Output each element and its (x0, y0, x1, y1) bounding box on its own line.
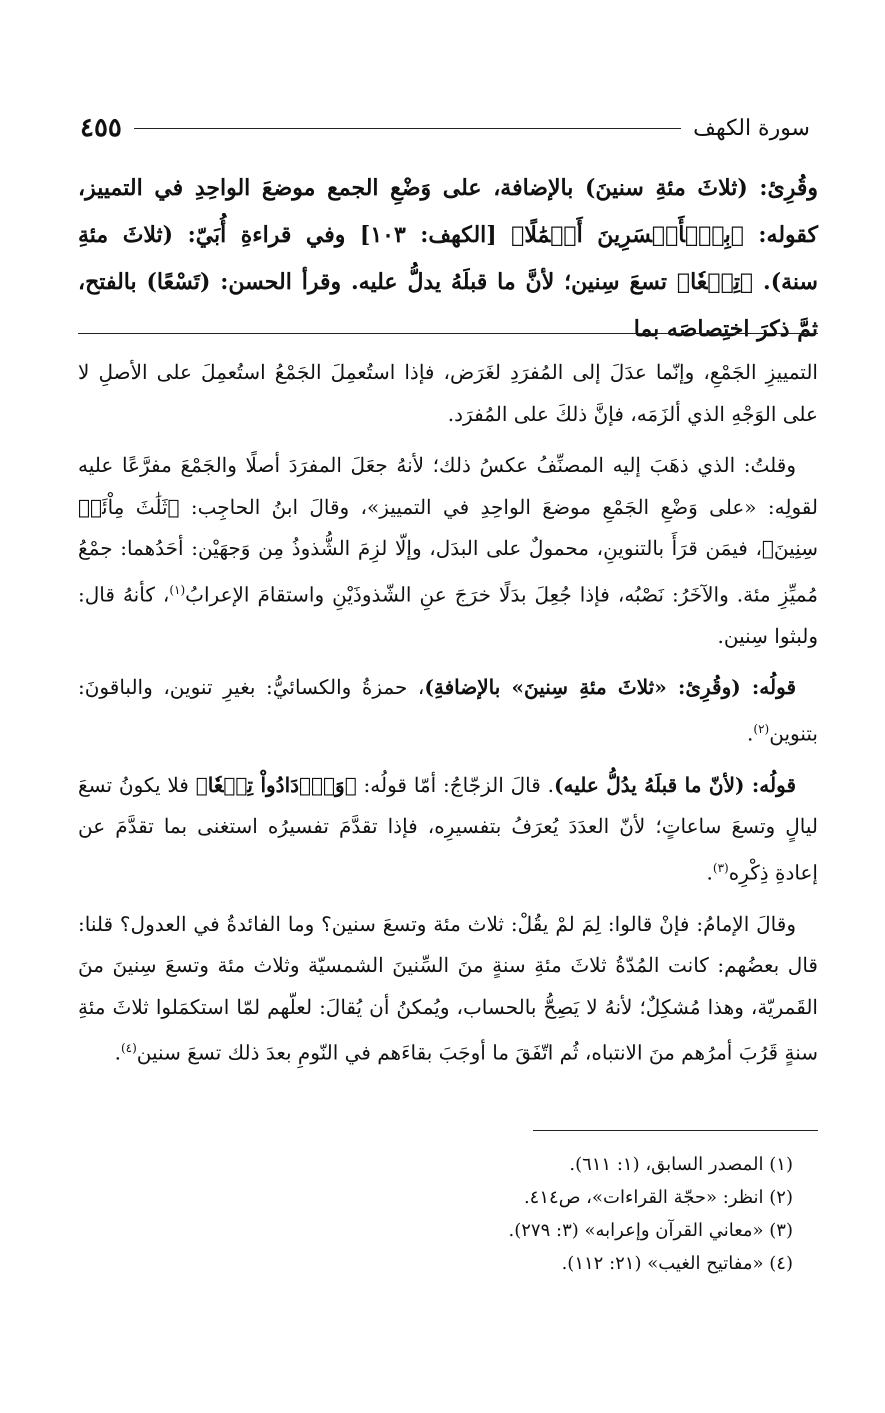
footnote-ref[interactable]: (٤) (120, 1041, 137, 1056)
paragraph-text: وقالَ الإمامُ: فإنْ قالوا: لِمَ لمْ يقُلْ: ثلاث مئة وتسعَ سنين؟ وما الفائدةُ في العدول؟ قلنا: قال بعضُهم: كانت المُدّةُ ثلاثَ مئةِ سنةٍ منَ السِّنينَ الشمسيّة وثلاث مئة وتسعَ سِنينَ منَ القَمريّة، وهذا مُشكِلٌ؛ لأنهُ لا يَصِحُّ بالحساب، ويُمكنُ أن يُقالَ: لعلّهم لمّا استكمَلوا ثلاثَ مئةِ سنةٍ قَرُبَ أمرُهم منَ الانتباه، ثُم اتّفَقَ ما أوجَبَ بقاءَهم في النّومِ بعدَ ذلك تسعَ سنين (78, 911, 818, 1066)
sharh-paragraph: وقالَ الإمامُ: فإنْ قالوا: لِمَ لمْ يقُلْ: ثلاث مئة وتسعَ سنين؟ وما الفائدةُ في العدول؟ قلنا: قال بعضُهم: كانت المُدّةُ ثلاثَ مئةِ سنةٍ منَ السِّنينَ الشمسيّة وثلاث مئة وتسعَ سِنينَ منَ القَمريّة، وهذا مُشكِلٌ؛ لأنهُ لا يَصِحُّ بالحساب، ويُمكنُ أن يُقالَ: لعلّهم لمّا استكمَلوا ثلاثَ مئةِ سنةٍ قَرُبَ أمرُهم منَ الانتباه، ثُم اتّفَقَ ما أوجَبَ بقاءَهم في النّومِ بعدَ ذلك تسعَ سنين$^{(٤)}$. (78, 911, 818, 1066)
footnotes (78, 1148, 818, 1280)
sharh-paragraph (78, 445, 818, 657)
footnote-divider (533, 1130, 818, 1131)
footnote: (٣) «معاني القرآن وإعرابه» (٣: ٢٧٩). (508, 1220, 793, 1241)
lemma-quote: قولُه: (وقُرِئ: «ثلاثَ مئةِ سِنينَ» بالإضافةِ) (424, 675, 797, 700)
paragraph-text: ، حمزةُ والكسائيُّ: بغيرِ تنوين، والباقونَ: بتنوين (78, 675, 818, 746)
paragraph-text: . قالَ الزجّاجُ: أمّا قولُه: (356, 772, 555, 797)
sharh-paragraph (78, 352, 818, 435)
page-number: ٤٥٥ (80, 113, 122, 143)
footnote: (١) المصدر السابق، (١: ٦١١). (569, 1154, 793, 1175)
footnote-ref[interactable]: (٢) (753, 721, 770, 736)
matn-divider (78, 333, 818, 334)
header-rule (134, 128, 681, 129)
sharh-body (78, 352, 818, 1075)
surah-title: سورة الكهف (693, 115, 810, 141)
running-header (80, 108, 810, 148)
matn-text: وقُرِئ: (ثلاثَ مئةِ سنينَ) بالإضافة، على وَضْعِ الجمع موضعَ الواحِدِ في التمييز، كقوله: ﴿بِٱلۡأَخۡسَرِينَ أَعۡمَٰلًا﴾ [الكهف: ١٠٣] وفي قراءةِ أُبَيّ: (ثلاثَ مئةِ سنة). ﴿تِسۡعٗا﴾ تسعَ سِنين؛ لأنَّ ما قبلَهُ يدلُّ عليه. وقرأ الحسن: (تَسْعًا) بالفتح، ثمَّ ذكرَ اختِصاصَه بما (78, 175, 818, 342)
footnote-ref[interactable]: (٣) (712, 860, 729, 875)
lemma-quote: قولُه: (لأنّ ما قبلَهُ يدُلُّ عليه) (554, 772, 796, 797)
sharh-paragraph: قولُه: (وقُرِئ: «ثلاثَ مئةِ سِنينَ» بالإضافةِ)، حمزةُ والكسائيُّ: بغيرِ تنوين، والباقونَ: بتنوين$^{(٢)}$. (78, 675, 818, 746)
footnote: (٤) «مفاتيح الغيب» (٢١: ١١٢). (561, 1253, 793, 1274)
quran-quote: ﴿وَٱزۡدَادُواْ تِسۡعٗا﴾ (195, 772, 357, 797)
paragraph-text: ، كأنهُ قال: ولبثوا سِنين. (78, 582, 818, 648)
paragraph-text: وقلتُ: الذي ذهَبَ إليه المصنِّفُ عكسُ ذلك؛ لأنهُ جعَلَ المفرَدَ أصلًا والجَمْعَ مفرَّعًا عليه لقولِه: «على وَضْعِ الجَمْعِ موضعَ الواحِدِ في التمييز»، وقالَ ابنُ الحاجِب: ﴿ثَلَٰثَ مِاْئَةٖ سِنِينَ﴾، فيمَن قرَأَ بالتنوينِ، محمولٌ على البدَل، وإلّا لزِمَ الشُّذوذُ مِن وَجهَيْن: أحَدُهما: جمْعُ مُميِّزِ مئة. والآخَرُ: نَصْبُه، فإذا جُعِلَ بدَلًا خرَجَ عنِ الشّذوذَيْنِ واستقامَ الإعرابُ (78, 453, 818, 607)
sharh-paragraph: قولُه: (لأنّ ما قبلَهُ يدُلُّ عليه). قالَ الزجّاجُ: أمّا قولُه: ﴿وَٱزۡدَادُواْ تِسۡعٗا﴾ فلا يكونُ تسعَ ليالٍ وتسعَ ساعاتٍ؛ لأنّ العدَدَ يُعرَفُ بتفسيرِه، فإذا تقدَّمَ تفسيرُه استغنى بما تقدَّمَ عن إعادةِ ذِكْرِه$^{(٣)}$. (78, 772, 818, 885)
paragraph-text: التمييزِ الجَمْعِ، وإنّما عدَلَ إلى المُفرَدِ لغَرَض، فإذا استُعمِلَ الجَمْعُ استُعمِلَ على الأصلِ لا على الوَجْهِ الذي ألزَمَه، فإنَّ ذلكَ على المُفرَد. (78, 360, 818, 426)
paragraph-text: فلا يكونُ تسعَ ليالٍ وتسعَ ساعاتٍ؛ لأنّ العدَدَ يُعرَفُ بتفسيرِه، فإذا تقدَّمَ تفسيرُه استغنى بما تقدَّمَ عن إعادةِ ذِكْرِه (78, 772, 818, 885)
footnote-ref[interactable]: (١) (169, 582, 186, 597)
footnote: (٢) انظر: «حجّة القراءات»، ص٤١٤. (523, 1187, 793, 1208)
